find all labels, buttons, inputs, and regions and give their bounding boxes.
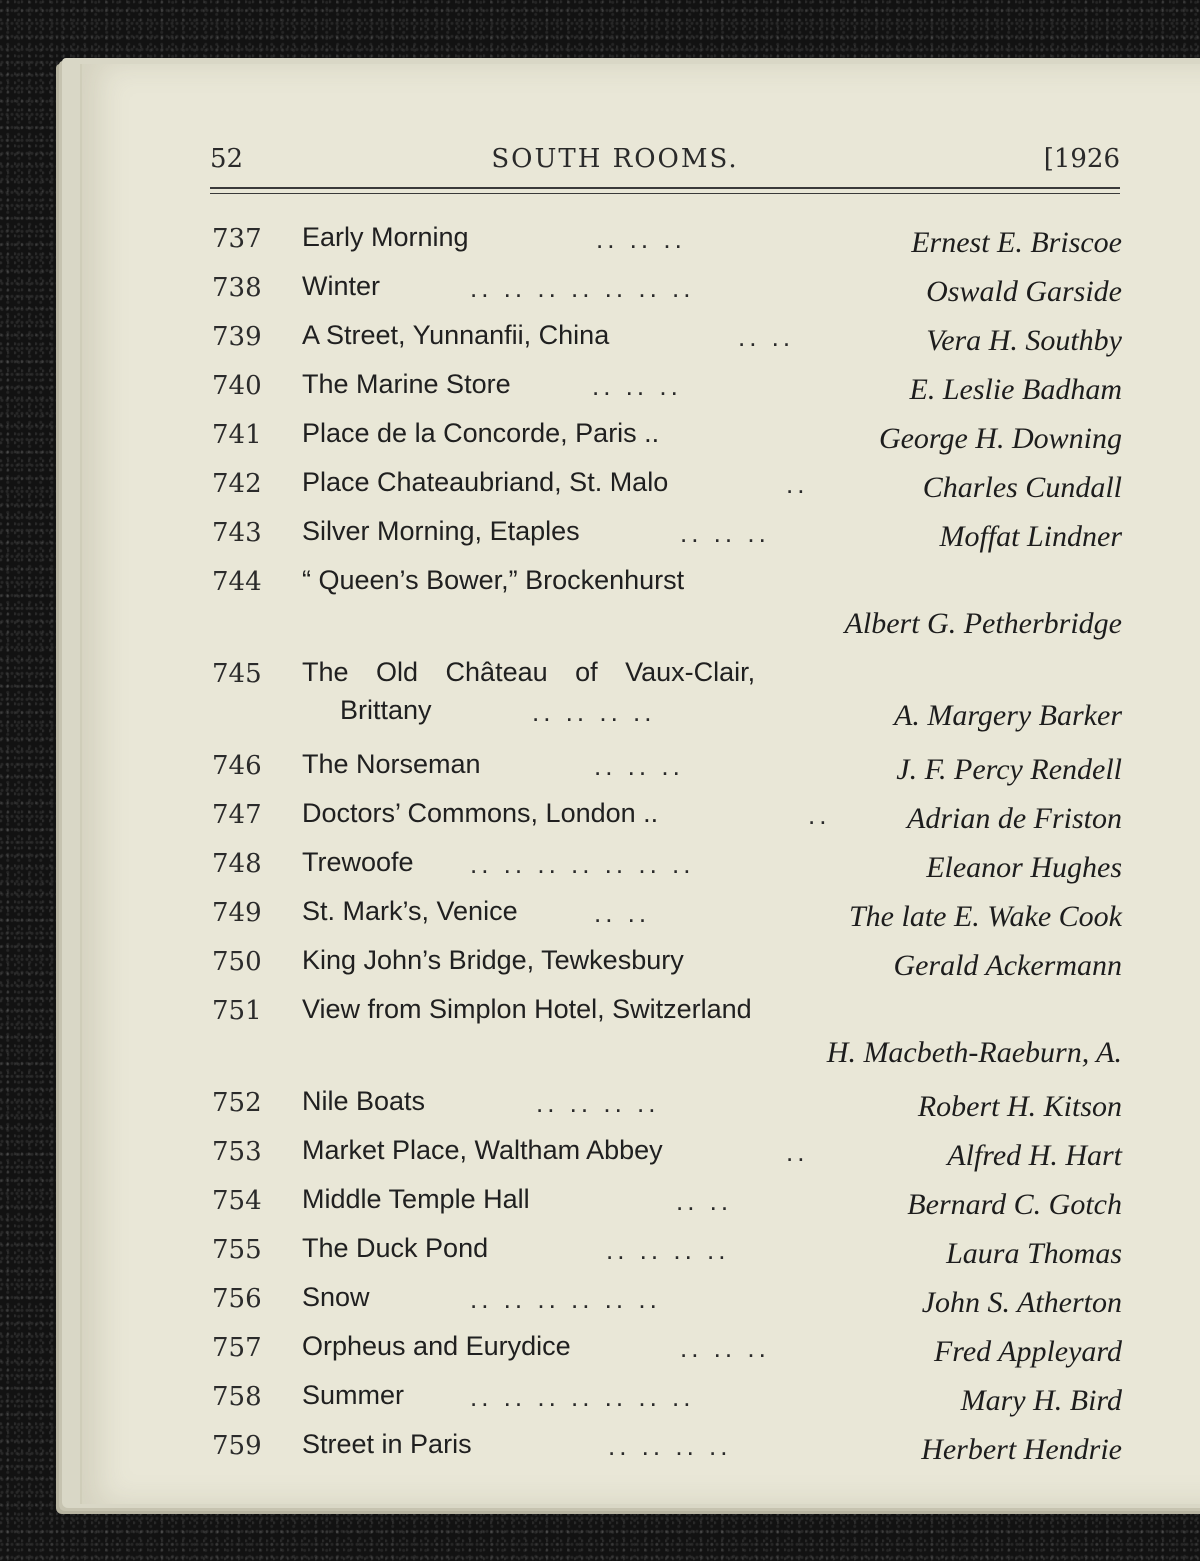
section-title: SOUTH ROOMS. — [491, 144, 739, 174]
leader-dots: .. .. — [676, 1186, 733, 1216]
leader-dots: .. — [808, 800, 831, 830]
catalogue-entry — [210, 316, 1122, 365]
entry-title: Place de la Concorde, Paris .. — [302, 418, 660, 448]
entry-artist: Oswald Garside — [926, 275, 1122, 308]
entry-title: “ Queen’s Bower,” Brockenhurst — [302, 565, 685, 595]
entry-title: The Old Château of Vaux-Clair, — [302, 657, 756, 687]
catalogue-entry — [210, 1376, 1122, 1425]
entry-title: The Marine Store — [302, 369, 511, 399]
entry-title: Market Place, Waltham Abbey — [302, 1135, 663, 1165]
leader-dots: .. .. .. — [596, 224, 686, 254]
entry-title: Middle Temple Hall — [302, 1184, 530, 1214]
entry-artist: Robert H. Kitson — [917, 1090, 1122, 1123]
entry-number: 749 — [212, 898, 262, 928]
leader-dots: .. .. .. .. .. .. — [470, 1284, 661, 1314]
entry-artist: Vera H. Southby — [926, 324, 1122, 357]
entry-artist: H. Macbeth-Raeburn, A. — [826, 1036, 1122, 1069]
entry-number: 737 — [212, 224, 262, 254]
leader-dots: .. .. .. — [592, 371, 682, 401]
entry-title: Summer — [302, 1380, 405, 1410]
entry-title: Snow — [302, 1282, 370, 1312]
entry-title: The Duck Pond — [302, 1233, 489, 1263]
catalogue-entry — [210, 941, 1122, 990]
entry-artist: George H. Downing — [878, 422, 1122, 455]
entry-artist: Fred Appleyard — [933, 1335, 1122, 1368]
leader-dots: .. .. .. .. — [536, 1088, 660, 1118]
entry-title: Trewoofe — [302, 847, 414, 877]
entry-number: 758 — [212, 1382, 262, 1412]
entry-artist: Moffat Lindner — [939, 520, 1122, 553]
entry-artist: Laura Thomas — [946, 1237, 1122, 1270]
entry-number: 746 — [212, 751, 262, 781]
catalogue-entry — [210, 892, 1122, 941]
entry-number: 745 — [212, 659, 262, 689]
entry-number: 751 — [212, 996, 262, 1026]
leader-dots: .. .. — [594, 898, 651, 928]
entry-artist: Gerald Ackermann — [893, 949, 1122, 982]
entry-artist: Mary H. Bird — [960, 1384, 1122, 1417]
catalogue-entry-list — [210, 218, 1122, 1474]
page-number: 52 — [210, 144, 244, 174]
leader-dots: .. .. — [738, 322, 795, 352]
catalogue-entry — [210, 512, 1122, 561]
leader-dots: .. .. .. — [594, 751, 684, 781]
catalogue-entry — [210, 218, 1122, 267]
entry-artist: Albert G. Petherbridge — [844, 607, 1122, 640]
catalogue-entry — [210, 843, 1122, 892]
entry-number: 739 — [212, 322, 262, 352]
entry-number: 750 — [212, 947, 262, 977]
entry-title: King John’s Bridge, Tewkesbury — [302, 945, 684, 975]
entry-artist: Ernest E. Briscoe — [911, 226, 1122, 259]
entry-number: 752 — [212, 1088, 262, 1118]
entry-artist: Eleanor Hughes — [926, 851, 1122, 884]
entry-number: 747 — [212, 800, 262, 830]
catalogue-year: [1926 — [1043, 144, 1120, 174]
entry-artist: John S. Atherton — [921, 1286, 1122, 1319]
leader-dots: .. .. .. .. — [532, 697, 656, 727]
leader-dots: .. .. .. .. — [606, 1235, 730, 1265]
catalogue-entry — [210, 1131, 1122, 1180]
leader-dots: .. .. .. — [680, 518, 770, 548]
catalogue-entry — [210, 365, 1122, 414]
catalogue-entry — [210, 561, 1122, 653]
leader-dots: .. .. .. .. .. .. .. — [470, 273, 695, 303]
entry-number: 744 — [212, 567, 262, 597]
leader-dots: .. .. .. — [680, 1333, 770, 1363]
entry-title: View from Simplon Hotel, Switzerland — [302, 994, 752, 1024]
catalogue-entry — [210, 1425, 1122, 1474]
catalogue-entry — [210, 463, 1122, 512]
entry-title: Orpheus and Eurydice — [302, 1331, 571, 1361]
entry-title: Silver Morning, Etaples — [302, 516, 580, 546]
catalogue-entry — [210, 1327, 1122, 1376]
catalogue-entry — [210, 414, 1122, 463]
catalogue-entry — [210, 1229, 1122, 1278]
catalogue-entry — [210, 267, 1122, 316]
entry-number: 759 — [212, 1431, 262, 1461]
entry-title: The Norseman — [302, 749, 481, 779]
catalogue-entry — [210, 990, 1122, 1082]
entry-number: 742 — [212, 469, 262, 499]
leader-dots: .. .. .. .. .. .. .. — [470, 849, 695, 879]
entry-number: 748 — [212, 849, 262, 879]
entry-title-continued: Brittany — [340, 695, 432, 725]
page-header — [210, 140, 1120, 184]
entry-number: 755 — [212, 1235, 262, 1265]
catalogue-entry — [210, 1278, 1122, 1327]
entry-title: A Street, Yunnanfii, China — [302, 320, 610, 350]
entry-number: 741 — [212, 420, 262, 450]
catalogue-entry — [210, 1082, 1122, 1131]
entry-artist: Alfred H. Hart — [947, 1139, 1122, 1172]
entry-title: Place Chateaubriand, St. Malo — [302, 467, 669, 497]
entry-artist: Herbert Hendrie — [921, 1433, 1122, 1466]
leader-dots: .. — [786, 469, 809, 499]
catalogue-entry — [210, 653, 1122, 745]
entry-number: 757 — [212, 1333, 262, 1363]
entry-artist: The late E. Wake Cook — [848, 900, 1122, 933]
entry-number: 743 — [212, 518, 262, 548]
entry-number: 756 — [212, 1284, 262, 1314]
entry-artist: J. F. Percy Rendell — [896, 753, 1122, 786]
catalogue-entry — [210, 794, 1122, 843]
entry-artist: E. Leslie Badham — [909, 373, 1122, 406]
leader-dots: .. .. .. .. — [608, 1431, 732, 1461]
catalogue-entry — [210, 745, 1122, 794]
entry-title: Street in Paris — [302, 1429, 472, 1459]
entry-title: Nile Boats — [302, 1086, 426, 1116]
entry-number: 740 — [212, 371, 262, 401]
entry-title: Doctors’ Commons, London .. — [302, 798, 659, 828]
catalogue-entry — [210, 1180, 1122, 1229]
header-rule-thin — [210, 193, 1120, 194]
entry-number: 738 — [212, 273, 262, 303]
entry-artist: Bernard C. Gotch — [907, 1188, 1122, 1221]
leader-dots: .. — [786, 1137, 809, 1167]
entry-title: St. Mark’s, Venice — [302, 896, 518, 926]
entry-title: Early Morning — [302, 222, 469, 252]
leader-dots: .. .. .. .. .. .. .. — [470, 1382, 695, 1412]
entry-artist: Charles Cundall — [922, 471, 1122, 504]
entry-number: 754 — [212, 1186, 262, 1216]
entry-title: Winter — [302, 271, 381, 301]
entry-number: 753 — [212, 1137, 262, 1167]
header-rule-thick — [210, 187, 1120, 189]
entry-artist: Adrian de Friston — [907, 802, 1122, 835]
entry-artist: A. Margery Barker — [894, 699, 1122, 732]
